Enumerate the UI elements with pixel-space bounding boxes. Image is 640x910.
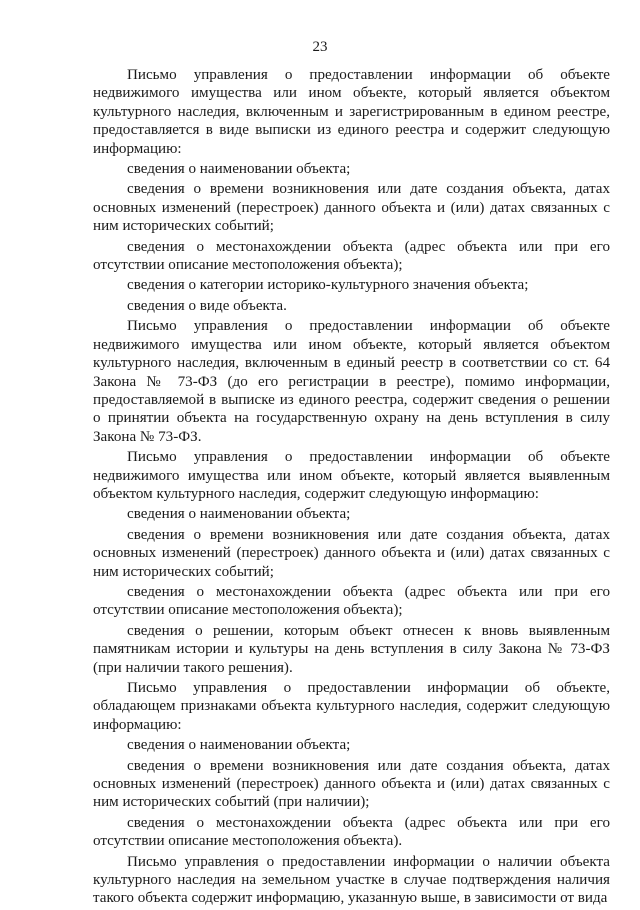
list-item: сведения о решении, которым объект отнесен к вновь выявленным памятникам истории и культуры на день вступления в силу Закона № 73-ФЗ (при наличии такого решения). xyxy=(93,622,610,676)
list-item: сведения о местонахождении объекта (адрес объекта или при его отсутствии описание местоположения объекта). xyxy=(93,814,610,850)
list-item: сведения о времени возникновения или дате создания объекта, датах основных изменений (перестроек) данного объекта и (или) датах связанных с ним исторических событий (при наличии); xyxy=(93,757,610,811)
list-item: сведения о местонахождении объекта (адрес объекта или при его отсутствии описание местоположения объекта); xyxy=(93,238,610,274)
list-item: сведения о времени возникновения или дате создания объекта, датах основных изменений (перестроек) данного объекта и (или) датах связанных с ним исторических событий; xyxy=(93,526,610,580)
list-item: сведения о наименовании объекта; xyxy=(127,161,351,178)
list-item: сведения о наименовании объекта; xyxy=(127,506,351,523)
paragraph: Письмо управления о предоставлении информации об объекте, обладающем признаками объекта культурного наследия, содержит следующую информацию: xyxy=(93,680,610,733)
paragraph: Письмо управления о предоставлении информации об объекте недвижимого имущества или ином объекте, который является объектом культурного наследия, включенным в единый реестр в соответствии со ст. 64 Закона № 73-ФЗ (до его регистрации в реестре), помимо информации, предоставляемой в выписке из единого реестра, содержит сведения о решении о принятии объекта на государственную охрану на день вступления в силу Закона № 73-ФЗ. xyxy=(93,318,610,445)
list-item: сведения о виде объекта. xyxy=(127,297,287,314)
paragraph: Письмо управления о предоставлении информации об объекте недвижимого имущества или ином объекте, который является выявленным объектом культурного наследия, содержит следующую информацию: xyxy=(93,449,610,502)
page-number: 23 xyxy=(312,39,328,55)
document-body xyxy=(93,66,610,910)
list-item: сведения о местонахождении объекта (адрес объекта или при его отсутствии описание местоположения объекта); xyxy=(93,583,610,619)
list-item: сведения о наименовании объекта; xyxy=(127,737,351,754)
paragraph: Письмо управления о предоставлении информации о наличии объекта культурного наследия на земельном участке в случае подтверждения наличия такого объекта содержит информацию, указанную выше, в зависимости от вида xyxy=(93,853,610,907)
paragraph: Письмо управления о предоставлении информации об объекте недвижимого имущества или ином объекте, который является объектом культурного наследия, включенным и зарегистрированным в едином реестре, предоставляется в виде выписки из единого реестра и содержит следующую информацию: xyxy=(93,67,610,157)
list-item: сведения о категории историко-культурного значения объекта; xyxy=(127,277,529,294)
list-item: сведения о времени возникновения или дате создания объекта, датах основных изменений (перестроек) данного объекта и (или) датах связанных с ним исторических событий; xyxy=(93,181,610,235)
